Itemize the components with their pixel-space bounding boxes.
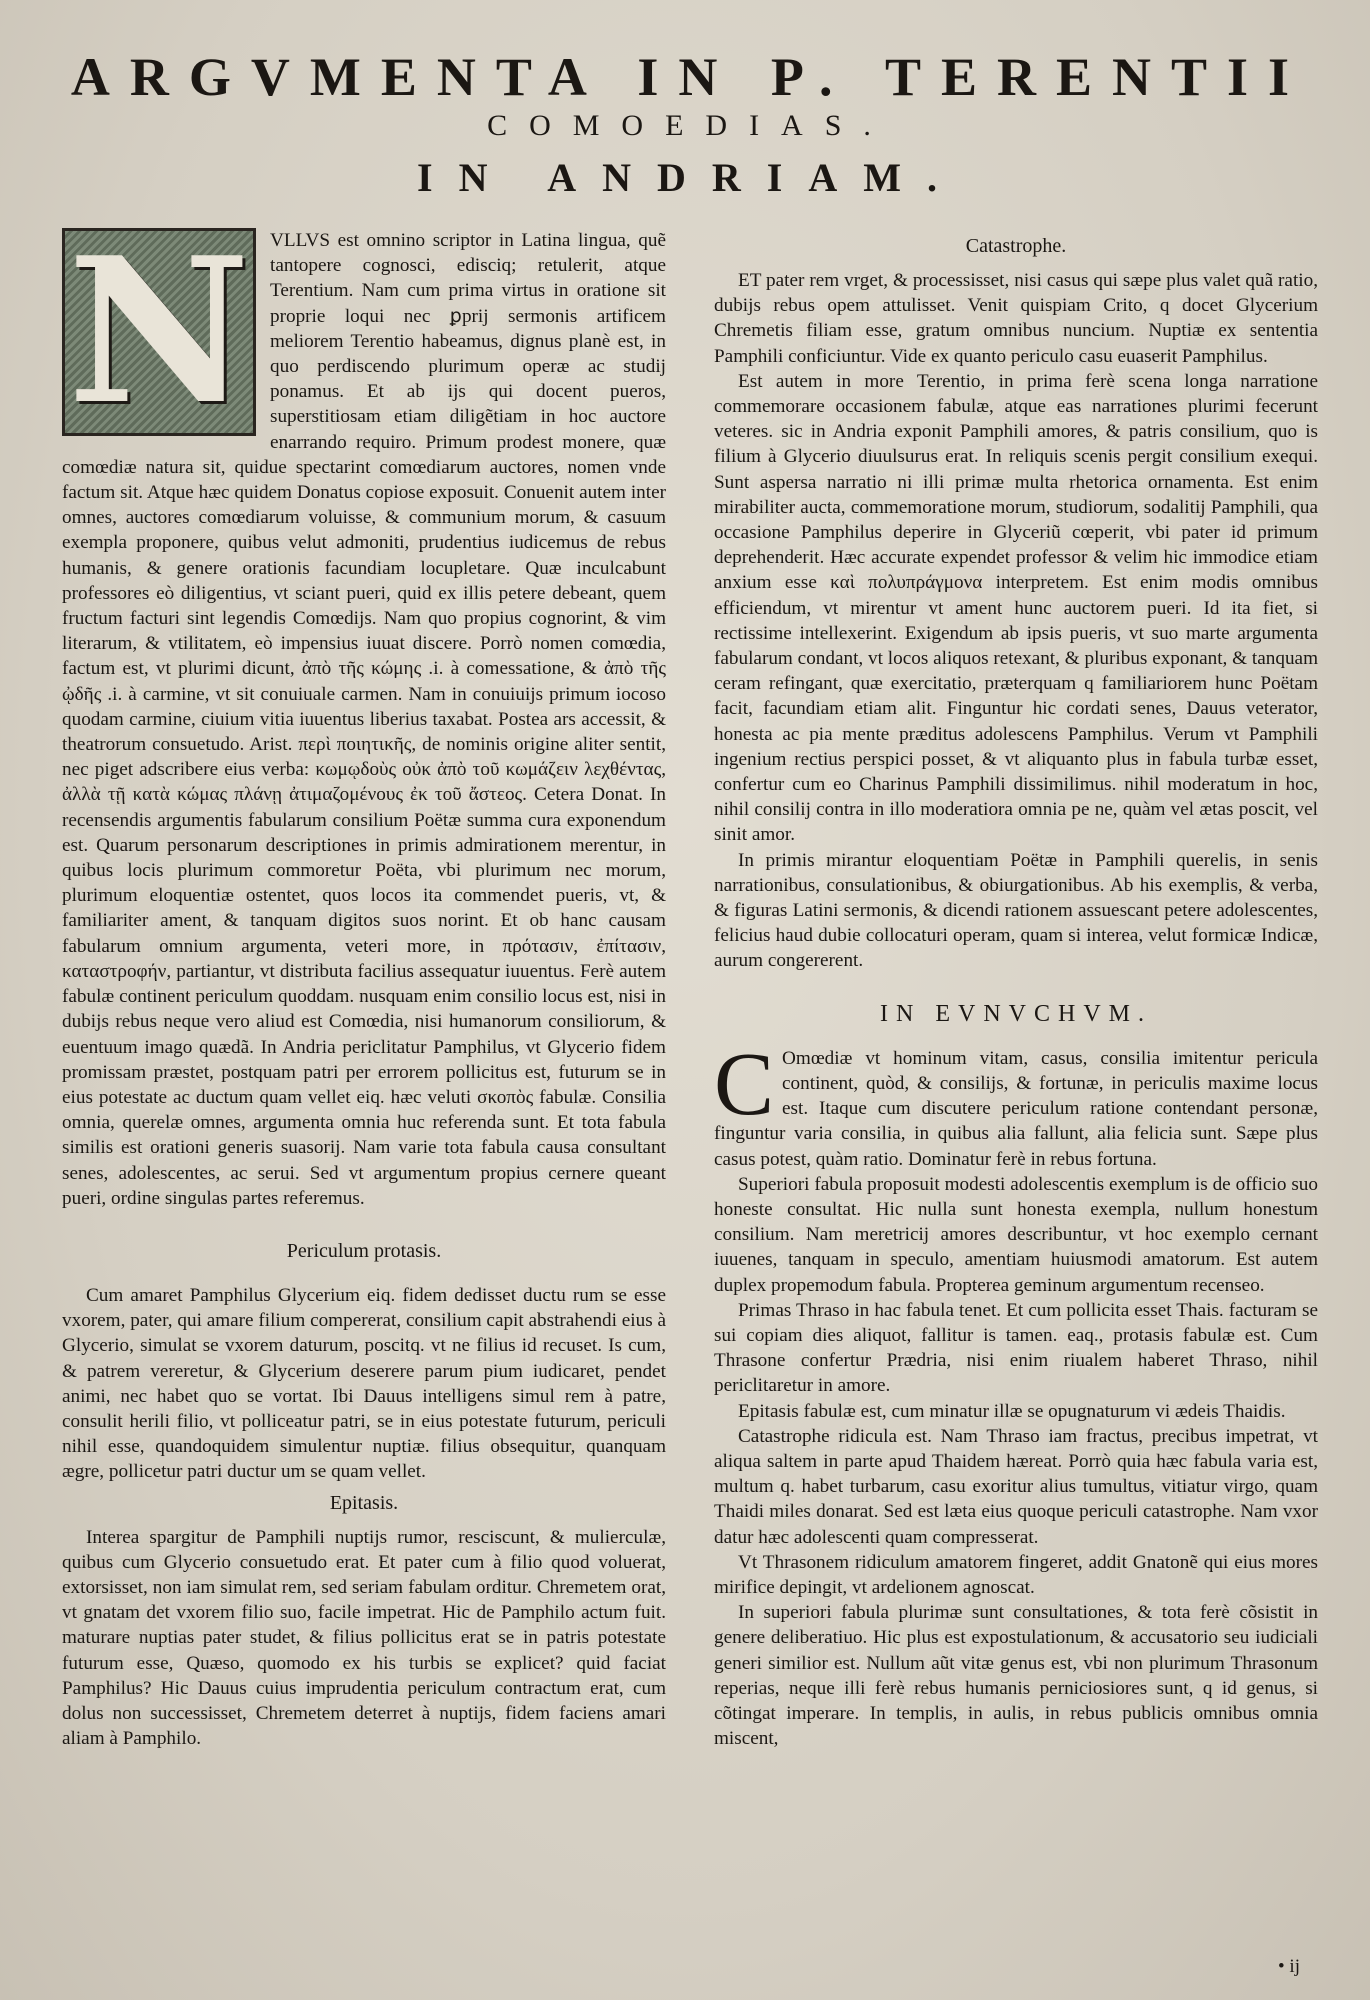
narration-paragraph: Est autem in more Terentio, in prima ferè scena longa narratione commemorare occasionem fabulæ, atque eas narrationes plurimi fecerunt veteres. sic in Andria exponit Pamphili amores, & patris consilium, quo is filium à Glycerio diuulsurus erat. In reliquis scenis pergit consilium exequi. Sunt aspersa narratio ni illi primæ multa rhetorica ornamenta. Est enim mirabiliter aucta, commemoratione morum, studiorum, sodalitij Pamphili, qua occasione Pamphilus deperire in Glyceriũ cœperit, vbi pater id primum deprehenderit. Hæc accurate expendet professor & velim hic immodice etiam anxium esse καὶ πολυπράγμονα interpretem. Est enim modis omnibus efficiendum, vt mirentur vt ament hunc auctorem pueri. Id ita fiet, si rectissime intellexerint. Exigendum ab ipsis pueris, vt suo marte argumenta fabularum condant, vt locos aliquos retexant, & pluribus exponant, & tanquam ceram refingant, quæ exercitatio, præterquam q familiariorem hunc Poëtam facit, facundiam etiam alit. Finguntur hic cordati senes, Dauus veterator, honesta ac pia mente præditus adolescens Pamphilus. Verum vt Pamphili ingenium rectius perspici posset, & vt aliquanto plus in fabula turbæ esset, confertur cum eo Charinus Pamphili dissimilimus. nihil moderatum in hoc, nihil consilij contra in illo moderatiora omnia pe ne, quàm vel ætas poscit, vel sinit amor.	[714, 370, 1318, 846]
page-subtitle: COMOEDIAS.	[487, 109, 893, 142]
eunuch-paragraph-2: Superiori fabula proposuit modesti adolescentis exemplum is de officio suo honeste consultat. Hic nulla sunt honesta exempla, nullum honestum consilium. Nam meretricij amores describuntur, vt hoc exemplo cernant iuuenes, tanquam in speculo, amentiam huiusmodi amatorum. Est autem duplex propemodum fabula. Propterea geminum argumentum recenseo.	[714, 1173, 1318, 1296]
eunuch-paragraph-7: In superiori fabula plurimæ sunt consultationes, & tota ferè cõsistit in genere deliberatiuo. Hic plus est expostulationum, & accusatorio seu iudiciali generi similior est. Nullum aũt vitæ genus est, vbi non plurimum Thrasonum reperias, neque illi ferè rebus humanis perniciosiores sunt, q id genus, si cõtingat imperare. In templis, in aulis, in rebus publicis omnibus omnia miscent,	[714, 1602, 1318, 1750]
eunuch-intro-text: Omœdiæ vt hominum vitam, casus, consilia imitentur pericula continent, quòd, & consilijs, & fortunæ, in periculis maxime locus est. Itaque cum discutere periculum ratione contendant personæ, finguntur varia consilia, in quibus alia fallunt, alia felicia sunt. Sæpe plus casus potest, quàm ratio. Dominatur ferè in rebus fortuna.	[714, 1047, 1318, 1170]
page-title: ARGVMENTA IN P. TERENTII	[70, 47, 1310, 107]
folio-signature: • ij	[1278, 1956, 1300, 1977]
epitasis-paragraph: Interea spargitur de Pamphili nuptijs rumor, resciscunt, & mulierculæ, quibus cum Glycerio consuetudo erat. Et pater cum à filio quod voluerat, extorsisset, non iam simulat rem, sed seriam fabulam orditur. Chremetem orat, vt gnatam det vxorem filio suo, facile impetrat. Hic de Pamphilo actum fuit. maturare nuptias pater studet, & filius pollicitus erat se in patris potestate futurum esse, Quæso, quomodo ex his turbis se explicet? quid faciat Pamphilus? Hic Dauus cuius imprudentia periculum contractum erat, cum dolus non successisset, Chremetem deterret à nuptijs, fidem faciens amari aliam à Pamphilo.	[62, 1526, 666, 1750]
catastrophe-heading: Catastrophe.	[965, 235, 1067, 257]
eunuch-paragraph-3: Primas Thraso in hac fabula tenet. Et cum pollicita esset Thais. facturam se sui copiam dies aliquot, fallitur is tamen. eaq., protasis fabulæ est. Cum Thrasone confertur Prædria, nisi enim riualem haberet Thraso, nihil periclitaretur in amore.	[714, 1299, 1318, 1397]
eloquence-paragraph: In primis mirantur eloquentiam Poëtæ in Pamphili querelis, in senis narrationibus, consulationibus, & obiurgationibus. Ab his exemplis, & verba, & figuras Latini sermonis, & dicendi rationem assuescant petere adolescentes, felicius haud dubie collocaturi operam, quam si interea, velut formicæ Indicæ, aurum congererent.	[714, 849, 1318, 972]
protasis-paragraph: Cum amaret Pamphilus Glycerium eiq. fidem dedisset ductu rum se esse vxorem, pater, qui amare filium compererat, consilium capit abstrahendi eius à Glycerio, simulat se vxorem daturum, poscitq. vt ne filius id recuset. Is cum, & patrem vereretur, & Glycerium deserere parum pium iudicaret, pendet animi, nec habet quo se vortat. Ibi Dauus intelligens simul rem à patre, consulit herili filio, vt polliceatur patri, se in eius potestate futurum, periculi nihil esse, quandoquidem simulentur nuptiæ. filius obsequitur, quanquam ægre, pollicetur patri ductur um se quam vellet.	[62, 1284, 666, 1483]
protasis-heading: Periculum protasis.	[286, 1239, 442, 1262]
catastrophe-paragraph: ET pater rem vrget, & processisset, nisi casus qui sæpe plus valet quã ratio, dubijs rebus opem attulisset. Venit quispiam Crito, q docet Glycerium Chremetis filiam esse, gratum omnibus nuncium. Nuptiæ ex sententia Pamphili conficiuntur. Vide ex quanto periculo casu euaserit Pamphilus.	[714, 270, 1318, 367]
two-column-body	[62, 214, 1318, 1751]
eunuch-intro-paragraph	[714, 1034, 1318, 1172]
andria-intro-paragraph: VLLVS est omnino scriptor in Latina lingua, quẽ tantopere cognosci, edisciq; retulerit, atque Terentium. Nam cum prima virtus in oratione sit proprie loqui nec ꝑprij sermonis artificem meliorem Terentio habeamus, dignus planè est, in quo perdiscendo plurimum operæ ac studij ponamus. Et ab ijs qui docent pueros, superstitiosam etiam diligẽtiam in hoc auctore enarrando requiro. Primum prodest monere, quæ comœdiæ natura sit, quidue spectarint comœdiarum auctores, nomen vnde factum sit. Atque hæc quidem Donatus copiose exposuit. Conuenit autem inter omnes, auctores comœdiarum voluisse, & communium morum, & casuum exempla proponere, quibus velut admoniti, prudentius iudicemus de rebus humanis, & genere orationis facundiam locupletare. Quæ inculcabunt professores eò diligentius, vt sciant pueri, quid ex illis petere debeant, quem fructum facturi sint legendis Comœdijs. Nam quo propius cognorint, & vim literarum, & vtilitatem, eò impensius iuuat discere. Porrò nomen comœdia, factum est, vt plurimi dicunt, ἀπὸ τῆς κώμης .i. à comessatione, & ἀπὸ τῆς ᾠδῆς .i. à carmine, vt sit conuiuale carmen. Nam in conuiuijs primum iocoso quodam carmine, ciuium vitia iuuentus liberius taxabat. Postea ars accessit, & theatrorum consuetudo. Arist. περὶ ποιητικῆς, de nominis origine aliter sentit, nec piget adscribere eius verba: κωμῳδοὺς οὐκ ἀπὸ τοῦ κωμάζειν λεχθέντας, ἀλλὰ τῇ κατὰ κώμας πλάνῃ ἀτιμαζομένους ἐκ τοῦ ἄστεος. Cetera Donat. In recensendis argumentis fabularum consilium Poëtæ summa cura exponendum est. Quarum personarum descriptiones in primis admirationem merentur, in quibus locis plurimum commoretur Poëta, vbi plurimum nec morum, plurimum eloquentiæ ostentet, quos locos ita commendet pueris, vt, & familiariter ament, & tanquam digitos suos norint. Et ob hanc causam fabularum omnium argumenta, veteri more, in πρότασιν, ἐπίτασιν, καταστροφήν, partiantur, vt distributa facilius assequatur iuuentus. Ferè autem fabulæ continent periculum quoddam. nusquam enim consilio locus est, nisi in dubijs rebus neque vero aliud est Comœdia, nisi humanorum consiliorum, & euentuum imago quædã. In Andria periclitatur Pamphilus, vt Glycerio fidem promissam præstet, postquam patri per errorem pollicitus est, futurum se in eius potestate ac ductum quam vellet eiq. hæc veluti σκοπὸς fabulæ. Consilia omnia, querelæ omnes, argumenta omnia huc referenda sunt. Et tota fabula similis est orationi generis suasorij. Nam varie tota fabula causa consultant senes, adolescentes, ac serui. Sed vt argumentum propius cernere queant pueri, ordine singulas partes referemus.	[62, 230, 666, 1209]
right-column	[714, 228, 1318, 1751]
eunuch-paragraph-6: Vt Thrasonem ridiculum amatorem fingeret, addit Gnatonẽ qui eius mores mirifice depingit, vt ardelionem agnoscat.	[714, 1551, 1318, 1598]
eunuch-paragraph-4: Epitasis fabulæ est, cum minatur illæ se opugnaturum vi ædeis Thaidis.	[738, 1400, 1286, 1422]
initial-c: C	[714, 1034, 775, 1134]
left-column	[62, 214, 666, 1751]
epitasis-heading: Epitasis.	[329, 1491, 399, 1514]
play-title: IN ANDRIAM.	[417, 155, 963, 200]
eunuch-heading: IN EVNVCHVM.	[880, 1000, 1152, 1027]
drop-letter: N	[67, 214, 251, 449]
eunuch-paragraph-5: Catastrophe ridicula est. Nam Thraso iam fractus, precibus impetrat, vt aliqua saltem in parte apud Thaidem hæreat. Porrò quia hæc fabula varia est, multum q. habet turbarum, casu exoritur alius tumultus, vitiatur virgo, quam Thaidi miles donarat. Sed est læta eius quoque periculi catastrophe. Nam vxor datur hæc adolescenti quam compresserat.	[714, 1425, 1318, 1548]
decorated-initial-icon	[62, 214, 256, 449]
